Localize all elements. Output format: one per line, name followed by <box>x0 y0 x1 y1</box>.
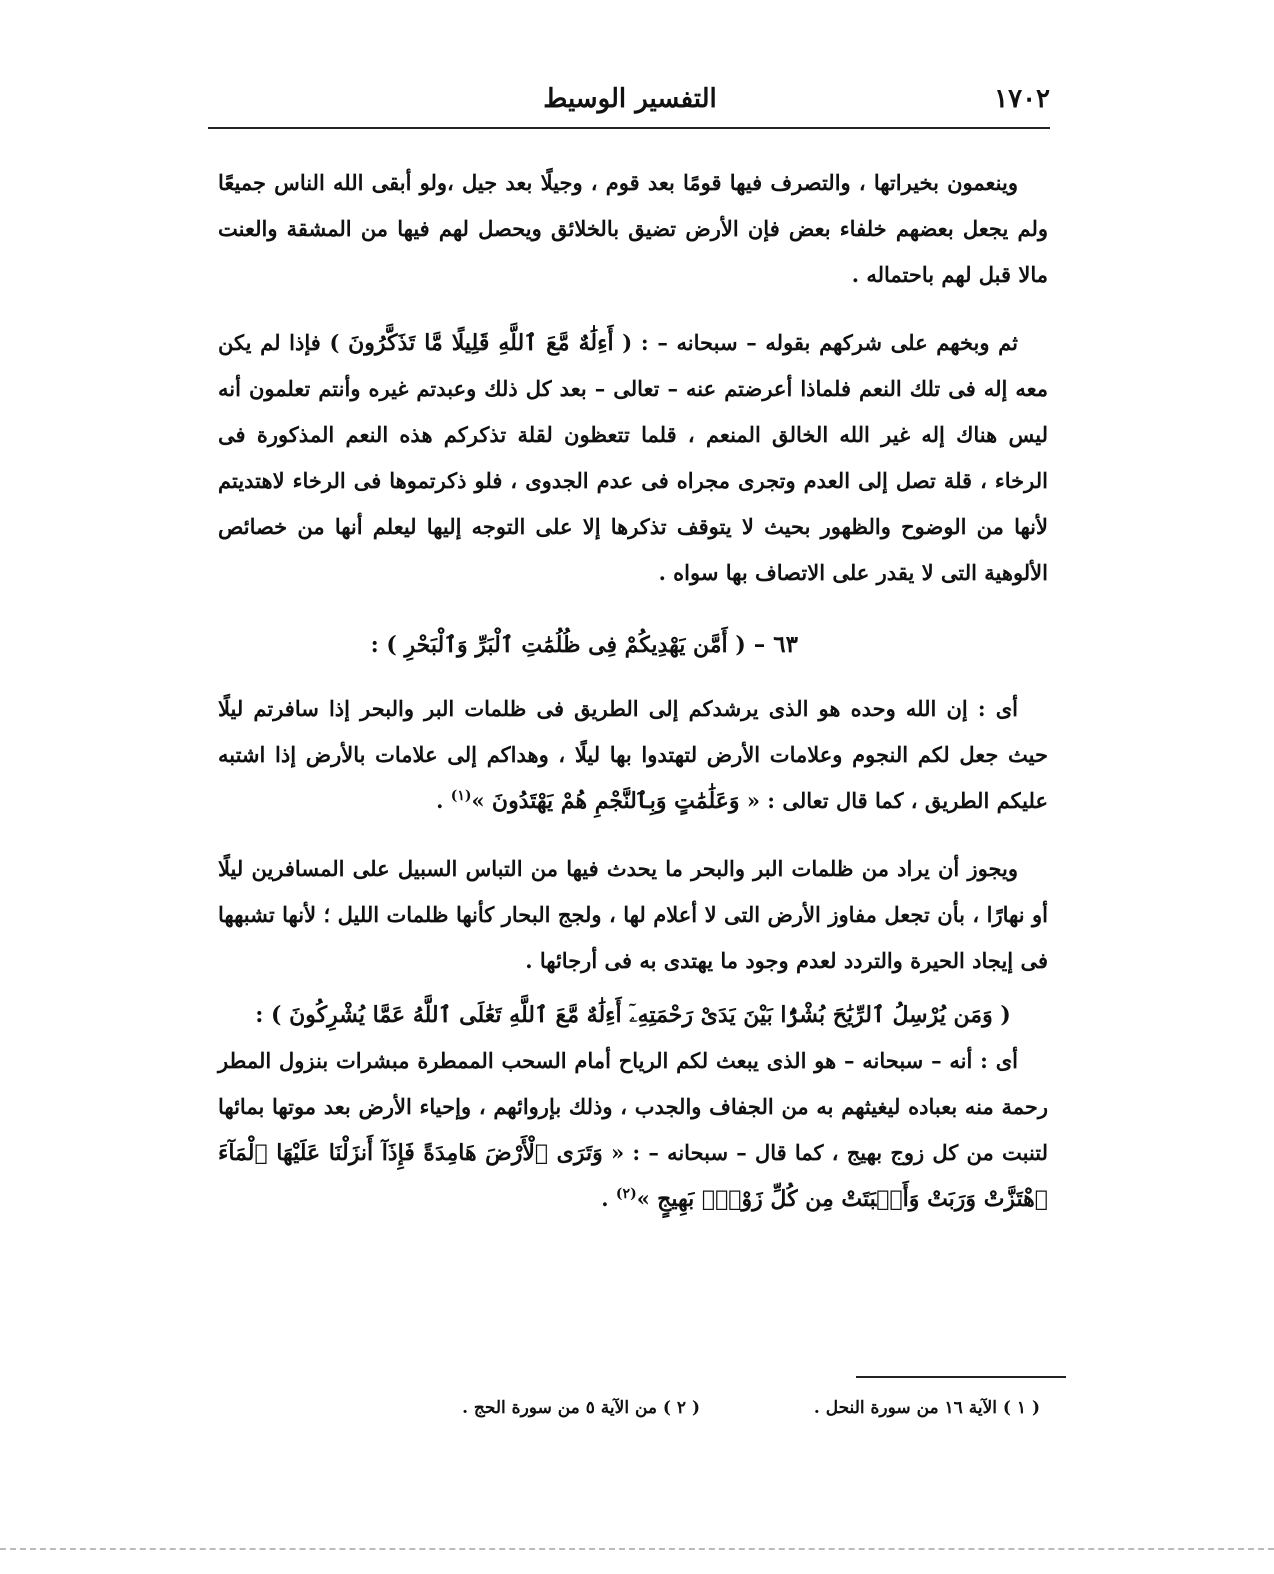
paragraph-5 <box>218 1038 1048 1222</box>
paragraph-4: ويجوز أن يراد من ظلمات البر والبحر ما يحدث فيها من التباس السبيل على المسافرين ليلًا أو نهارًا ، بأن تجعل مفاوز الأرض التى لا أعلام لها ، ولجج البحار كأنها ظلمات الليل ؛ لأنها تشبهها فى إيجاد الحيرة والتردد لعدم وجود ما يهتدى به فى أرجائها . <box>218 856 1048 973</box>
footnote-marker-2: (٢) <box>615 1186 637 1202</box>
quran-quote-2: وَعَلَٰمَٰتٍ وَبِٱلنَّجْمِ هُمْ يَهْتَدُونَ <box>491 788 740 814</box>
paragraph-5-lead: أى : أنه – سبحانه – هو الذى يبعث لكم الرياح أمام السحب الممطرة مبشرات بنزول المطر رحمة منه بعباده ليغيثهم به من الجفاف والجدب ، وذلك بإروائهم ، وإحياء الأرض بعد موتها بمائها لتنبت من كل زوج بهيج ، كما قال – سبحانه – : « <box>218 1048 1049 1165</box>
footnote-2: ( ٢ ) من الآية ٥ من سورة الحج . <box>462 1398 700 1418</box>
page-header <box>210 84 1050 124</box>
quran-quote-3: وَتَرَى ٱلْأَرْضَ هَامِدَةً فَإِذَآ أَنزَلْنَا عَلَيْهَا ٱلْمَآءَ ٱهْتَزَّتْ وَرَبَتْ وَأَنۢبَتَتْ مِن كُلِّ زَوْجٍۭ بَهِيجٍ <box>218 1140 1048 1212</box>
paragraph-3-lead: أى : إن الله وحده هو الذى يرشدكم إلى الطريق فى ظلمات البر والبحر إذا سافرتم ليلًا حيث جعل لكم النجوم وعلامات الأرض لتهتدوا بها ليلًا ، وهداكم إلى علامات بالأرض إذا اشتبه عليكم الطريق ، كما قال تعالى : « <box>218 696 1048 813</box>
paragraph-5-end: . <box>601 1186 609 1211</box>
page-number: ١٧٠٢ <box>994 84 1050 114</box>
paragraph-1: وينعمون بخيراتها ، والتصرف فيها قومًا بعد قوم ، وجيلًا بعد جيل ،ولو أبقى الله الناس جميعًا ولم يجعل بعضهم خلفاء بعض فإن الأرض تضيق بالخلائق ويحصل لهم فيها من المشقة والعنت مالا قبل لهم باحتماله . <box>218 170 1048 287</box>
header-rule <box>208 127 1050 129</box>
quote-close-2: » <box>471 788 485 813</box>
verse-63-text: ( أَمَّن يَهْدِيكُمْ فِى ظُلُمَٰتِ ٱلْبَرِّ وَٱلْبَحْرِ ) : <box>370 632 746 658</box>
footnote-rule <box>856 1376 1066 1378</box>
verse-63-heading <box>218 622 1048 668</box>
footnotes <box>420 1398 1040 1428</box>
footnote-marker-1: (١) <box>450 788 472 804</box>
quran-quote-1: أَءِلَٰهٌ مَّعَ ٱللَّهِ قَلِيلًا مَّا تَذَكَّرُونَ <box>348 330 614 356</box>
footnote-1: ( ١ ) الآية ١٦ من سورة النحل . <box>813 1398 1040 1418</box>
paragraph-3-end: . <box>436 788 444 813</box>
paragraph-3 <box>218 686 1048 824</box>
body-text <box>218 160 1048 1222</box>
paragraph-2 <box>218 320 1048 596</box>
paragraph-2-rest: ) فإذا لم يكن معه إله فى تلك النعم فلماذا أعرضتم عنه – تعالى – بعد كل ذلك وعبدتم غيره وأنتم تعلمون أنه ليس هناك إله غير الله الخالق المنعم ، قلما تتعظون لقلة تذكركم هذه النعم المذكورة فى الرخاء ، قلة تصل إلى العدم وتجرى مجراه فى عدم الجدوى ، فلو ذكرتموها فى الرخاء لاهتديتم لأنها من الوضوح والظهور بحيث لا يتوقف تذكرها إلا على التوجه إليها ليعلم أنها من خصائص الألوهية التى لا يقدر على الاتصاف بها سواه . <box>218 330 1048 585</box>
verse-number: ٦٣ – <box>753 631 798 658</box>
quote-close-3: » <box>636 1186 650 1211</box>
scan-edge-line <box>0 1548 1274 1550</box>
verse-line: ( وَمَن يُرْسِلُ ٱلرِّيَٰحَ بُشْرًۢا بَيْنَ يَدَىْ رَحْمَتِهِۦٓ أَءِلَٰهٌ مَّعَ ٱللَّهِ تَعَٰلَى ٱللَّهُ عَمَّا يُشْرِكُونَ ) : <box>255 1002 1011 1028</box>
book-title: التفسير الوسيط <box>543 84 717 114</box>
paragraph-2-lead: ثم وبخهم على شركهم بقوله – سبحانه – : ( <box>622 330 1018 355</box>
